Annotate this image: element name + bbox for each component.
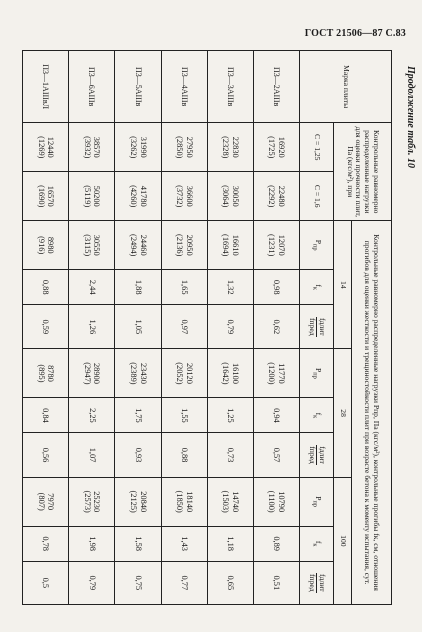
table-row [161, 51, 207, 605]
cell-p28: 8780 (895) [23, 349, 69, 398]
cell-r28: 0,56 [23, 433, 69, 477]
cell-p100: 7970 (807) [23, 477, 69, 526]
cell-f100: 1,58 [115, 526, 161, 561]
header-ratio-14: fдлит fпред [300, 305, 334, 349]
cell-p28: 20120 (2052) [161, 349, 207, 398]
cell-p100: 25230 (2573) [69, 477, 115, 526]
cell-p28: 23430 (2389) [115, 349, 161, 398]
header-ratio-100: fдлит fпред [300, 561, 334, 604]
cell-c125: 27950 (2850) [161, 123, 207, 172]
cell-c125: 16920 (1725) [253, 123, 299, 172]
header-control-loads: Контрольные равномерно распределенные нагрузки Pпр, Па (кгс/м²), контрольные прогибы fк, см, отношения прогибов для оценки жесткости и трещиностойкости плит при возрасте бетона к моменту испытания, сут. [352, 221, 392, 605]
cell-r100: 0,79 [69, 561, 115, 604]
cell-c16: 41780 (4260) [115, 172, 161, 221]
cell-mark: П3—1АIIIвЛ [23, 51, 69, 123]
cell-f14: 1,65 [161, 270, 207, 305]
cell-f28: 0,84 [23, 398, 69, 433]
header-c125: C = 1,25 [300, 123, 334, 172]
cell-c125: 31990 (3262) [115, 123, 161, 172]
header-f-28: $f_к$ [300, 398, 334, 433]
cell-p28: 28900 (2947) [69, 349, 115, 398]
cell-c16: 30050 (3064) [207, 172, 253, 221]
cell-f28: 1,25 [207, 398, 253, 433]
cell-p100: 14740 (1503) [207, 477, 253, 526]
cell-p100: 20840 (2125) [115, 477, 161, 526]
cell-f100: 1,98 [69, 526, 115, 561]
cell-p14: 20950 (2136) [161, 221, 207, 270]
cell-f14: 1,32 [207, 270, 253, 305]
header-mark: Марка плиты [300, 51, 392, 123]
cell-r28: 0,88 [161, 433, 207, 477]
header-f-14: $f_к$ [300, 270, 334, 305]
cell-p100: 18140 (1850) [161, 477, 207, 526]
table-row [253, 51, 299, 605]
cell-mark: П3—5АIIIв [115, 51, 161, 123]
cell-r100: 0,77 [161, 561, 207, 604]
page-header: ГОСТ 21506—87 С.83 [304, 28, 406, 39]
cell-c125: 38570 (3932) [69, 123, 115, 172]
header-age-14: 14 [334, 221, 352, 349]
cell-r14: 0,79 [207, 305, 253, 349]
header-age-28: 28 [334, 349, 352, 477]
load-table [22, 50, 392, 605]
header-strength-loads: Контрольные равномерно распределенные нагрузки для оценки прочности плит, Па (кгс/м²), при [334, 123, 392, 221]
cell-c16: 22480 (2292) [253, 172, 299, 221]
cell-f14: 0,88 [23, 270, 69, 305]
cell-c16: 50200 (5119) [69, 172, 115, 221]
cell-mark: П3—2АIIIв [253, 51, 299, 123]
header-p-100: $P_{пр}$ [300, 477, 334, 526]
table-row [69, 51, 115, 605]
cell-p14: 8980 (916) [23, 221, 69, 270]
cell-r100: 0,75 [115, 561, 161, 604]
cell-p14: 24460 (2494) [115, 221, 161, 270]
table-stage [22, 50, 392, 605]
cell-p100: 10790 (1100) [253, 477, 299, 526]
cell-p28: 16100 (1642) [207, 349, 253, 398]
table-body [23, 51, 300, 605]
cell-mark: П3—3АIIIв [207, 51, 253, 123]
cell-p14: 16610 (1694) [207, 221, 253, 270]
cell-r14: 0,97 [161, 305, 207, 349]
header-f-100: $f_к$ [300, 526, 334, 561]
cell-r100: 0,65 [207, 561, 253, 604]
cell-r28: 1,07 [69, 433, 115, 477]
table-row [115, 51, 161, 605]
cell-mark: П3—4АIIIв [161, 51, 207, 123]
table-row [23, 51, 69, 605]
cell-r100: 0,5 [23, 561, 69, 604]
cell-r14: 1,26 [69, 305, 115, 349]
cell-c16: 16570 (1690) [23, 172, 69, 221]
cell-r14: 1,05 [115, 305, 161, 349]
cell-p14: 30550 (3115) [69, 221, 115, 270]
cell-f14: 2,44 [69, 270, 115, 305]
cell-p28: 11770 (1200) [253, 349, 299, 398]
cell-c125: 12440 (1269) [23, 123, 69, 172]
cell-c125: 22830 (2328) [207, 123, 253, 172]
cell-f100: 1,18 [207, 526, 253, 561]
header-c16: C = 1,6 [300, 172, 334, 221]
cell-f14: 1,88 [115, 270, 161, 305]
header-p-14: $P_{пр}$ [300, 221, 334, 270]
continuation-title: Продолжение табл. 10 [405, 65, 416, 168]
cell-r100: 0,51 [253, 561, 299, 604]
cell-r28: 0,73 [207, 433, 253, 477]
header-p-28: $P_{пр}$ [300, 349, 334, 398]
cell-f14: 0,98 [253, 270, 299, 305]
cell-r14: 0,59 [23, 305, 69, 349]
cell-f28: 1,75 [115, 398, 161, 433]
rotated-table-wrapper [22, 50, 392, 605]
cell-f100: 0,78 [23, 526, 69, 561]
cell-f28: 0,94 [253, 398, 299, 433]
cell-c16: 36600 (3732) [161, 172, 207, 221]
cell-r28: 0,57 [253, 433, 299, 477]
cell-r28: 0,93 [115, 433, 161, 477]
cell-f28: 2,25 [69, 398, 115, 433]
cell-p14: 12070 (1231) [253, 221, 299, 270]
cell-f100: 1,43 [161, 526, 207, 561]
header-age-100: 100 [334, 477, 352, 604]
table-row [207, 51, 253, 605]
cell-mark: П3—6АIIIв [69, 51, 115, 123]
cell-f28: 1,55 [161, 398, 207, 433]
cell-f100: 0,89 [253, 526, 299, 561]
header-ratio-28: fдлит fпред [300, 433, 334, 477]
cell-r14: 0,62 [253, 305, 299, 349]
